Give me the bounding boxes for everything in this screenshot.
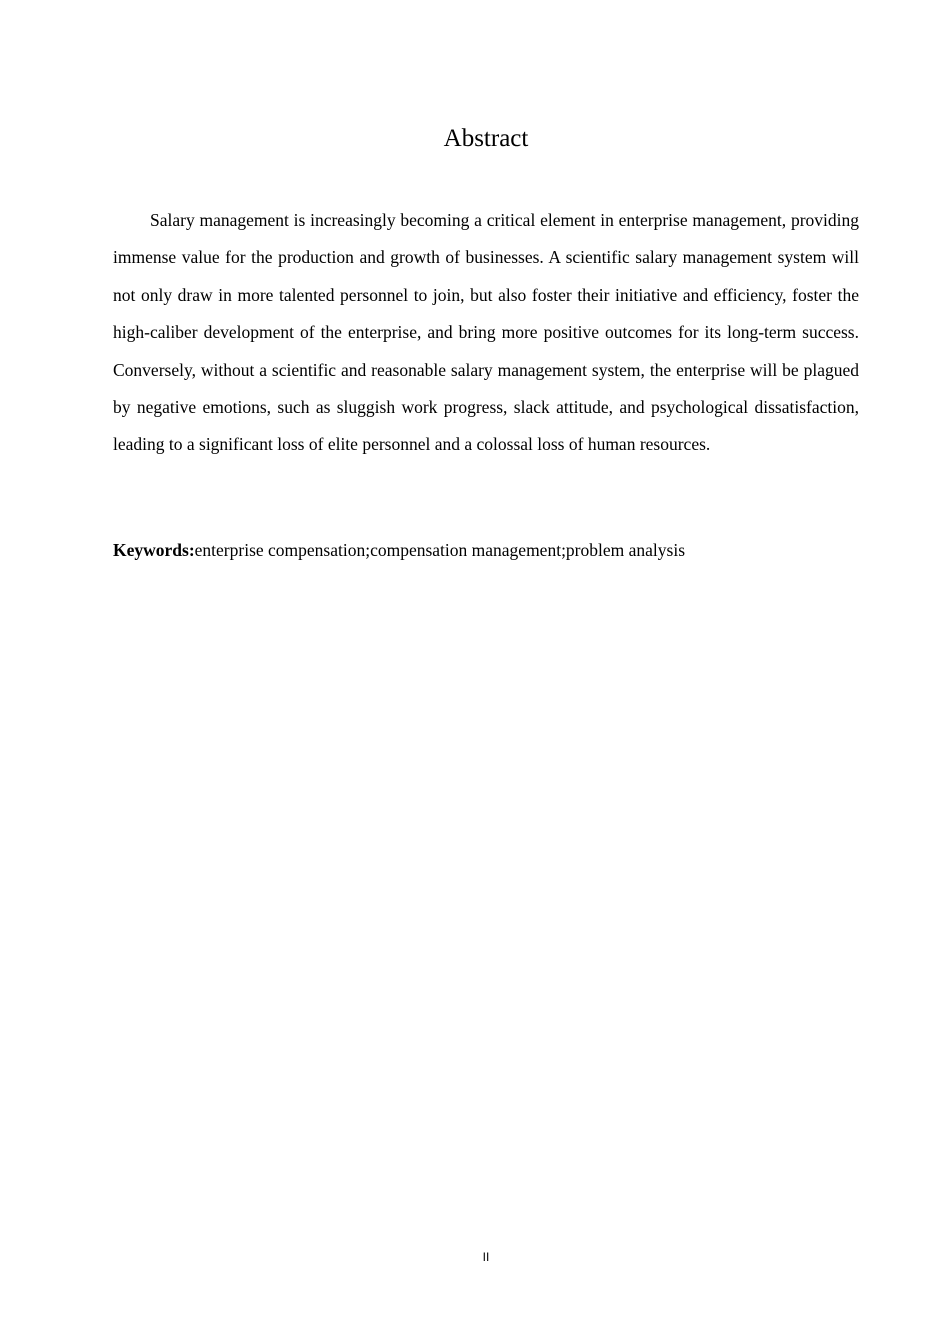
page-title: Abstract	[443, 125, 529, 152]
keywords-label: Keywords:	[113, 540, 195, 560]
page-number: II	[482, 1250, 490, 1264]
keywords-text: enterprise compensation;compensation management;problem analysis	[194, 540, 685, 560]
keywords-line	[113, 536, 859, 564]
abstract-paragraph: Salary management is increasingly becoming a critical element in enterprise management, providing immense value for the production and growth of businesses. A scientific salary management system will not only draw in more talented personnel to join, but also foster their initiative and efficiency, foster the high-caliber development of the enterprise, and bring more positive outcomes for its long-term success. Conversely, without a scientific and reasonable salary management system, the enterprise will be plagued by negative emotions, such as sluggish work progress, slack attitude, and psychological dissatisfaction, leading to a significant loss of elite personnel and a colossal loss of human resources.	[113, 210, 859, 455]
